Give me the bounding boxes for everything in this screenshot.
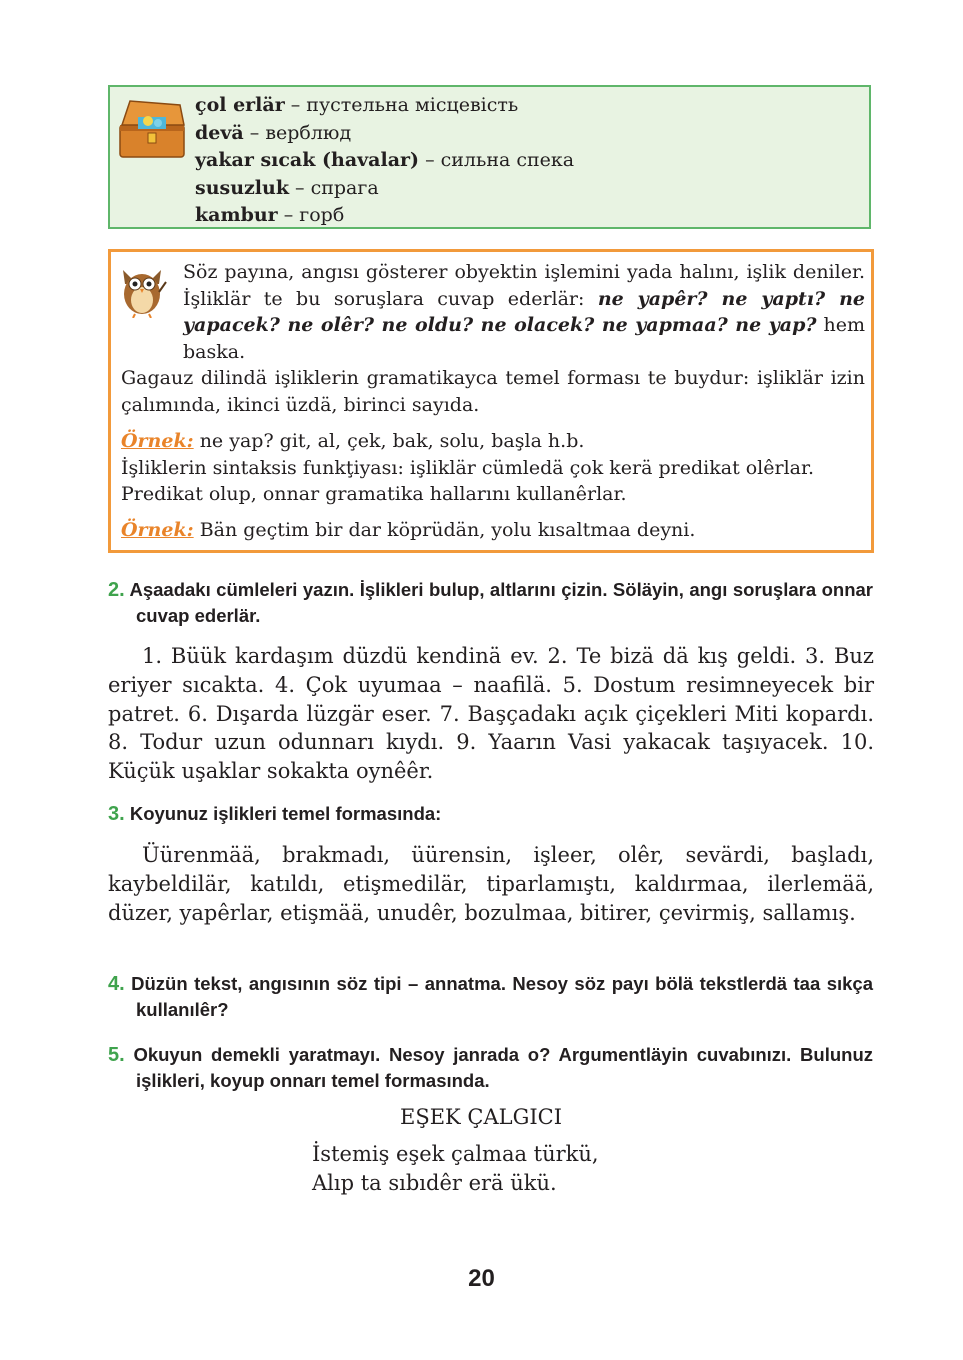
rule-definition: Söz payına, angısı gösterer obyektin işlemini yada halını, işlik deniler. İşliklär te bu soruşlara cuvap ederlär: ne yapêr? ne yaptı? ne yapacek? ne olêr? ne oldu? ne olacek? ne yapmaa? ne yap? hem baska. [183,261,865,363]
syntax-line-2: Predikat olup, onnar gramatika hallarını kullanêrlar. [121,483,627,505]
vocab-item: devä – верблюд [195,121,352,144]
vocab-item: kambur – горб [195,204,345,227]
example-label: Örnek: [121,519,194,541]
owl-icon [117,262,167,318]
exercise-3-task: 3. Koyunuz işlikleri temel formasında: [108,803,442,825]
poem-lines [312,1140,599,1198]
exercise-number: 3. [108,803,125,825]
exercise-number: 4. [108,973,125,995]
page-number: 20 [468,1265,495,1292]
vocabulary-list [195,92,574,230]
grammar-rule-box [108,249,874,553]
rule-example-block [121,428,865,508]
exercise-2-text: 1. Büük kardaşım düzdü kendinä ev. 2. Te bizä dä kış geldi. 3. Buz eriyer sıcakta. 4. Çok uyumaa – naafilä. 5. Dostum resimneyecek bir patret. 6. Dışarda lüzgär eser. 7. Başçadakı açık çiçekleri Miti kopardı. 8. Todur uzun odunnarı kıydı. 9. Yaarın Vasi yakacak taşıyacek. 10. Küçük uşaklar sokakta oynêêr. [108,644,874,784]
example-line: Örnek: ne yap? git, al, çek, bak, solu, başla h.b. [121,430,585,452]
exercise-number: 2. [108,579,125,601]
treasure-chest-icon [114,95,190,161]
vocab-item: çol erlär – пустельна місцевість [195,94,519,116]
poem-line: Alıp ta sıbıdêr erä ükü. [312,1171,557,1195]
exercise-5-task: 5. Okuyun demekli yaratmayı. Nesoy janrada o? Argumentläyin cuvabınızı. Bulunuz işlikleri, koyup onnarı temel formasında. [108,1044,873,1091]
exercise-number: 5. [108,1044,125,1066]
question-words: ne yapêr? ne yaptı? ne yapacek? ne olêr? ne oldu? ne olacek? ne yapmaa? ne yap? [183,287,865,336]
exercise-4-task: 4. Düzün tekst, angısının söz tipi – annatma. Nesoy söz payı bölä tekstlerdä taa sıkça kullanılêr? [108,973,873,1020]
vocab-item: yakar sıcak (havalar) – сильна спека [195,149,575,172]
syntax-line-1: İşliklerin sintaksis funkţiyası: işliklär cümledä çok kerä predikat olêrlar. [121,456,815,479]
vocab-item: susuzluk – спрага [195,176,379,199]
exercise-3-text: Üürenmää, brakmadı, üürensin, işleer, olêr, sevärdi, başladı, kaybeldilär, katıldı, etişmedilär, tiparlamıştı, kaldırmaa, ilerlemää, düzer, yapêrlar, etişmää, unudêr, bozulmaa, bitirer, çevirmiş, sallamış. [108,843,874,925]
vocabulary-box [108,85,871,229]
poem-title: EŞEK ÇALGICI [400,1105,563,1129]
example-label: Örnek: [121,430,194,452]
example-line-2: Örnek: Bän geçtim bir dar köprüdän, yolu kısaltmaa deyni. [121,519,696,541]
rule-base-form: Gagauz dilindä işliklerin gramatikayca temel forması te buydur: işliklär izin çalımında, ikinci üzdä, birinci sayıda. [121,367,865,416]
exercise-2-task: 2. Aşaadakı cümleleri yazın. İşlikleri bulup, altlarını çizin. Söläyin, angı soruşlara onnar cuvap ederlär. [108,579,873,626]
poem-line: İstemiş eşek çalmaa türkü, [312,1142,599,1166]
